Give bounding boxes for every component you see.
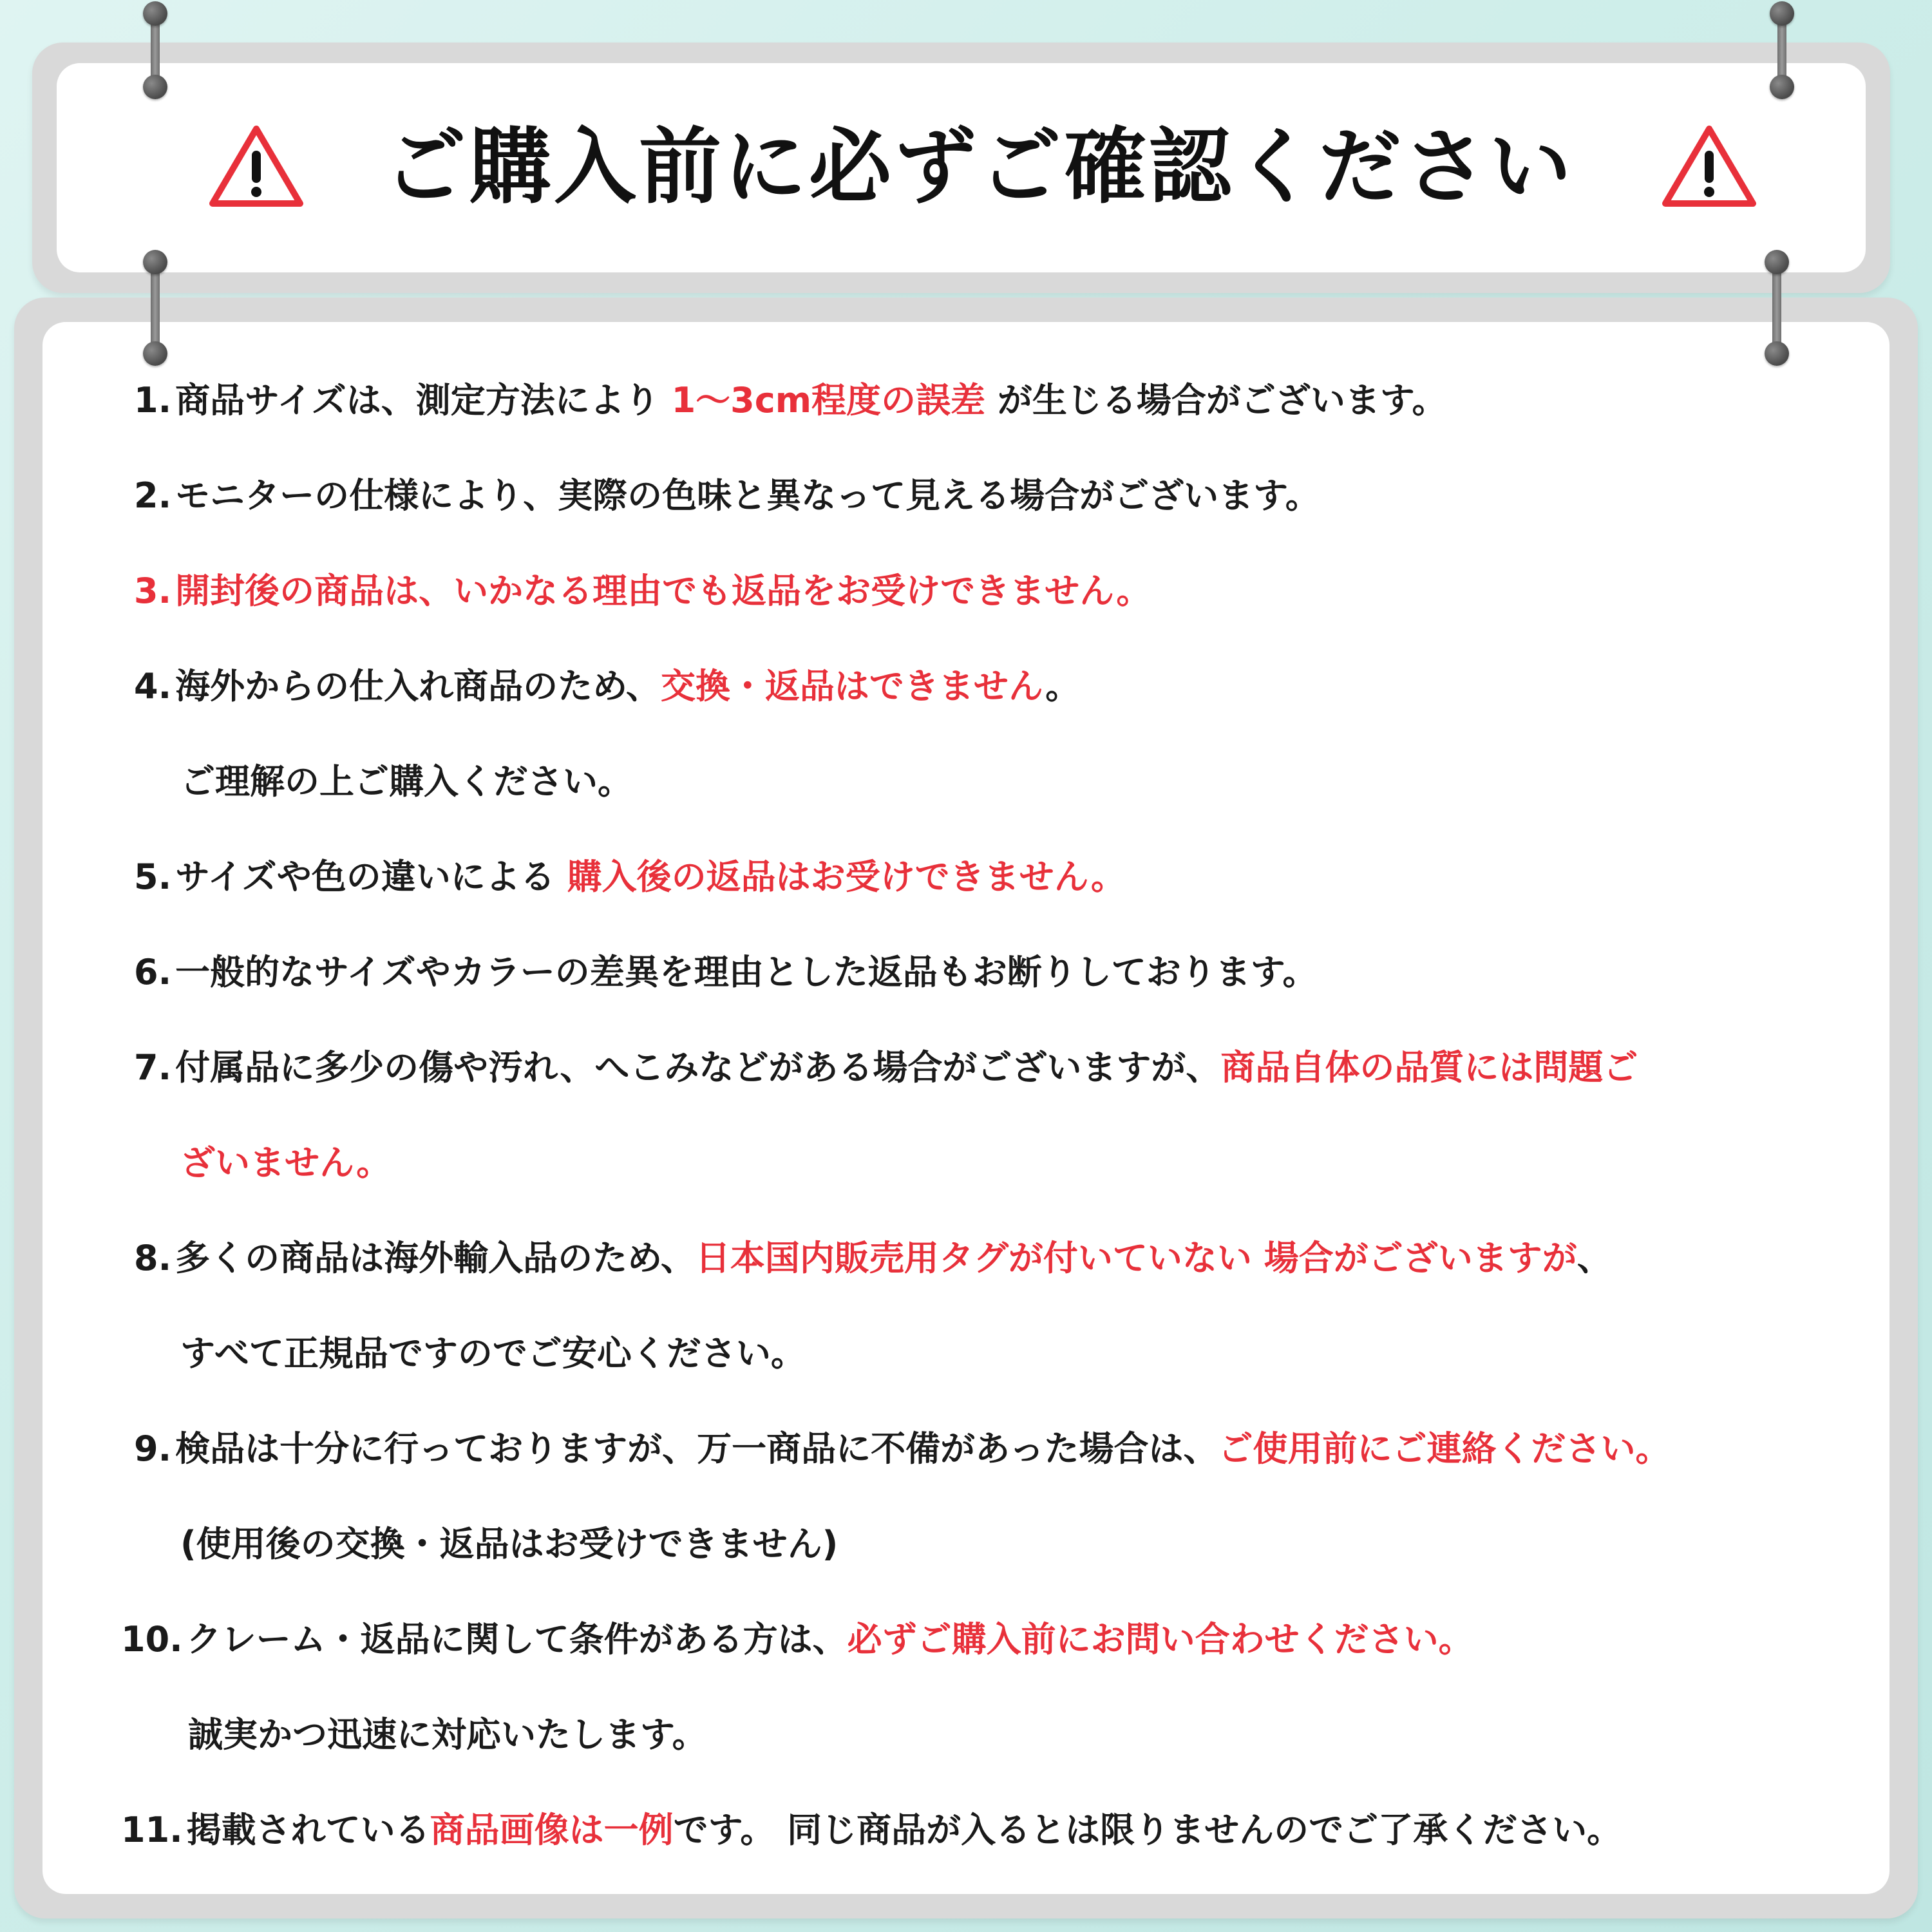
notice-line [134, 1233, 1612, 1284]
notice-line [180, 1137, 391, 1189]
notice-text: 付属品に多少の傷や汚れ、へこみなどがある場合がございますが、 [175, 1047, 1221, 1088]
pin [1770, 1, 1794, 26]
notice-highlight: 商品自体の品質には問題ご [1220, 1047, 1638, 1088]
notice-board [14, 298, 1918, 1918]
pin [143, 1, 167, 26]
notice-highlight: 商品画像は一例 [430, 1810, 674, 1850]
notice-line [134, 565, 1151, 617]
notice-number: 3. [134, 571, 172, 611]
notice-highlight: 購入後の返品はお受けできません。 [567, 857, 1126, 897]
pin [143, 341, 167, 366]
notice-line [121, 1804, 1622, 1856]
warning-triangle-icon [207, 122, 305, 209]
notice-highlight: 開封後の商品は、いかなる理由でも返品をお受けできません。 [175, 571, 1151, 611]
warning-triangle-icon [1660, 122, 1758, 209]
notice-number: 4. [134, 666, 172, 706]
notice-number: 7. [134, 1047, 172, 1088]
pin [1765, 341, 1789, 366]
notice-line [134, 661, 1080, 712]
pin [143, 250, 167, 274]
notice-text: (使用後の交換・返品はお受けできません) [180, 1524, 838, 1564]
notice-highlight: ざいません。 [180, 1142, 392, 1183]
notice-line [121, 1614, 1473, 1665]
pin [1765, 250, 1789, 274]
notice-number: 11. [121, 1810, 183, 1850]
notice-text: 誠実かつ迅速に対応いたします。 [188, 1714, 707, 1755]
notice-text: ご理解の上ご購入ください。 [180, 761, 632, 802]
notice-number: 8. [134, 1238, 172, 1278]
notice-text: 。 [1045, 666, 1081, 706]
notice-text: すべて正規品ですのでご安心ください。 [180, 1333, 806, 1374]
notice-line [188, 1709, 707, 1761]
notice-line [134, 1042, 1638, 1094]
notice-text: クレーム・返品に関して条件がある方は、 [186, 1619, 848, 1660]
notice-text: 掲載されている [186, 1810, 430, 1850]
notice-line [134, 947, 1317, 998]
notice-text: 、 [1577, 1238, 1612, 1278]
notice-highlight: 交換・返品はできません [660, 666, 1046, 706]
pin [143, 75, 167, 99]
notice-highlight: 日本国内販売用タグが付いていない 場合がございますが [695, 1238, 1577, 1278]
pin [1770, 75, 1794, 99]
notice-line [180, 756, 632, 808]
notice-highlight: ご使用前にご連絡ください。 [1218, 1428, 1671, 1469]
notice-text: モニターの仕様により、実際の色味と異なって見える場合がございます。 [175, 475, 1320, 516]
notice-text: が生じる場合がございます。 [985, 380, 1447, 421]
notice-line [134, 375, 1447, 426]
page-title: ご購入前に必ずご確認ください [383, 119, 1574, 215]
notice-line [134, 470, 1320, 522]
notice-text: 一般的なサイズやカラーの差異を理由とした返品もお断りしております。 [175, 952, 1318, 992]
notice-line [134, 1423, 1671, 1475]
notice-number: 5. [134, 857, 172, 897]
notice-number: 2. [134, 475, 172, 516]
notice-text: 多くの商品は海外輸入品のため、 [175, 1238, 696, 1278]
notice-number: 1. [134, 380, 172, 421]
notice-line [180, 1328, 806, 1379]
notice-text: です。 同じ商品が入るとは限りませんのでご了承ください。 [673, 1810, 1622, 1850]
notice-highlight: 1〜3cm程度の誤差 [671, 380, 986, 421]
notice-text: サイズや色の違いによる [175, 857, 567, 897]
notice-number: 6. [134, 952, 172, 992]
notice-number: 9. [134, 1428, 172, 1469]
notice-line [134, 851, 1126, 903]
notice-number: 10. [121, 1619, 183, 1660]
notice-text: 検品は十分に行っておりますが、万一商品に不備があった場合は、 [175, 1428, 1218, 1469]
notice-text: 海外からの仕入れ商品のため、 [175, 666, 661, 706]
notice-line [180, 1519, 838, 1570]
notice-text: 商品サイズは、測定方法により [175, 380, 672, 421]
notice-highlight: 必ずご購入前にお問い合わせください。 [847, 1619, 1473, 1660]
